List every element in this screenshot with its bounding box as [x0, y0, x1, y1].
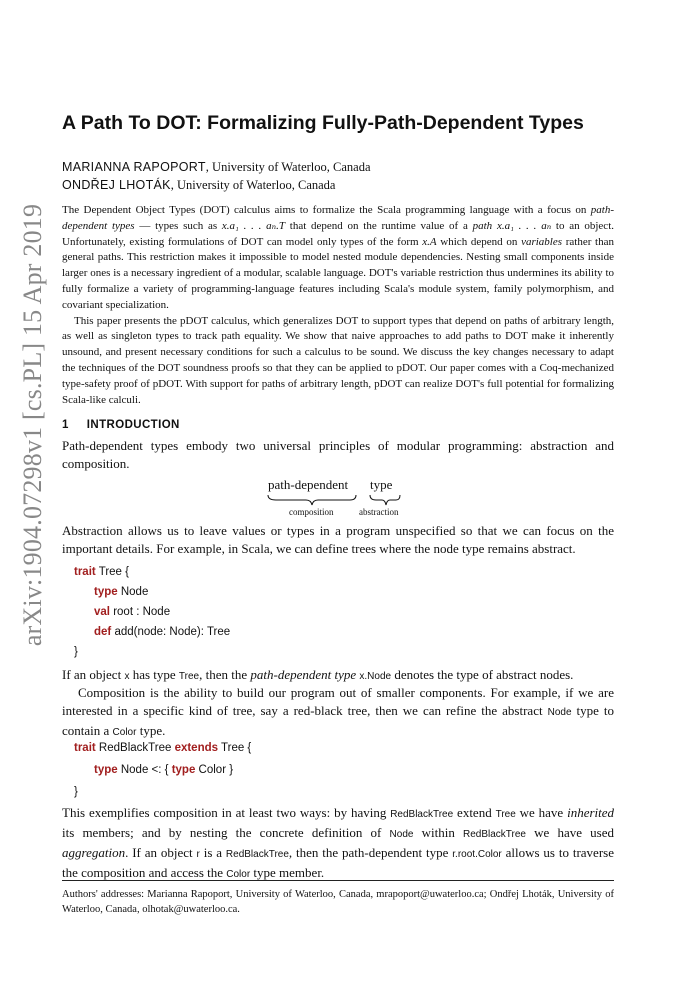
author-affiliation: , University of Waterloo, Canada	[170, 178, 336, 192]
brace-note-right: abstraction	[359, 507, 399, 517]
paper-title: A Path To DOT: Formalizing Fully-Path-Dependent Types	[62, 112, 584, 134]
section-title: INTRODUCTION	[86, 419, 180, 431]
intro-paragraph-2: Abstraction allows us to leave values or types in a program unspecified so that we can focus on the important details. For example, in Scala, we can define trees where the node type remains abstract.	[62, 523, 614, 556]
code-line: }	[74, 646, 78, 658]
author-name: MARIANNA RAPOPORT	[62, 160, 206, 174]
abstract-paragraph-1: The Dependent Object Types (DOT) calculus aims to formalize the Scala programming language with a focus on path-dependent types — types such as x.a₁ . . . aₙ.T that depend on the runtime value of a path x.a₁ . . . aₙ to an object. Unfortunately, existing formulations of DOT can model only types of the form x.A which depend on variables rather than general paths. This restriction makes it impossible to model nested module dependencies. Nesting small components inside larger ones is a necessary ingredient of a modular, scalable language. DOT's variable restriction thus undermines its ability to fully formalize a variety of programming-language features including Scala's module system, family polymorphism, and covariant specialization.	[62, 204, 614, 311]
abstract-paragraph-2: This paper presents the pDOT calculus, which generalizes DOT to support types that depend on paths of arbitrary length, as well as singleton types to track path equality. We show that naive approaches to add paths to DOT make it inherently unsound, and present necessary conditions for such a calculus to be sound. We discuss the key changes necessary to adapt the techniques of the DOT soundness proofs so that they can be applied to pDOT. Our paper comes with a Coq-mechanized type-safety proof of pDOT. With support for paths of arbitrary length, pDOT can realize DOT's full potential for formalizing Scala-like calculi.	[62, 314, 614, 406]
author-line-1	[62, 160, 371, 175]
footnote-rule	[62, 880, 614, 881]
code-line: trait Tree {	[74, 566, 129, 578]
intro-paragraph-1: Path-dependent types embody two universal principles of modular programming: abstraction and composition.	[62, 438, 614, 471]
intro-paragraph-3: If an object x has type Tree, then the path-dependent type x.Node denotes the type of abstract nodes.	[62, 667, 574, 682]
code-line: def add(node: Node): Tree	[94, 626, 231, 638]
section-heading	[62, 419, 180, 431]
code-line: val root : Node	[94, 606, 171, 618]
brace-note-left: composition	[289, 507, 334, 517]
author-name: ONDŘEJ LHOTÁK	[62, 178, 171, 192]
intro-paragraph-4: Composition is the ability to build our program out of smaller components. For example, if we are interested in a specific kind of tree, say a red-black tree, then we can refine the abstract Node type to contain a Color type.	[62, 685, 614, 738]
intro-paragraph-5: This exemplifies composition in at least two ways: by having RedBlackTree extend Tree we have inherited its members; and by nesting the concrete definition of Node within RedBlackTree we have used aggregation. If an object r is a RedBlackTree, then the path-dependent type r.root.Color allows us to traverse the composition and access the Color type member.	[62, 805, 615, 880]
arxiv-stamp	[14, 145, 52, 705]
brace-diagram	[266, 477, 416, 519]
authors-addresses-footnote: Authors' addresses: Marianna Rapoport, University of Waterloo, Canada, mrapoport@uwaterloo.ca; Ondřej Lhoták, University of Waterloo, Canada, olhotak@uwaterloo.ca.	[62, 889, 614, 915]
abstract	[62, 203, 614, 408]
code-line: type Node	[94, 586, 149, 598]
code-line: trait RedBlackTree extends Tree {	[74, 742, 252, 754]
code-line: }	[74, 786, 78, 798]
brace-word-left: path-dependent	[268, 477, 349, 492]
brace-word-right: type	[370, 477, 393, 492]
author-affiliation: , University of Waterloo, Canada	[205, 160, 371, 174]
underbrace-graphic	[266, 493, 416, 507]
arxiv-id[interactable]: arXiv:1904.07298v1 [cs.PL] 15 Apr 2019	[18, 203, 47, 647]
code-line: type Node <: { type Color }	[94, 764, 234, 776]
author-line-2	[62, 178, 335, 193]
section-number: 1	[62, 419, 69, 431]
